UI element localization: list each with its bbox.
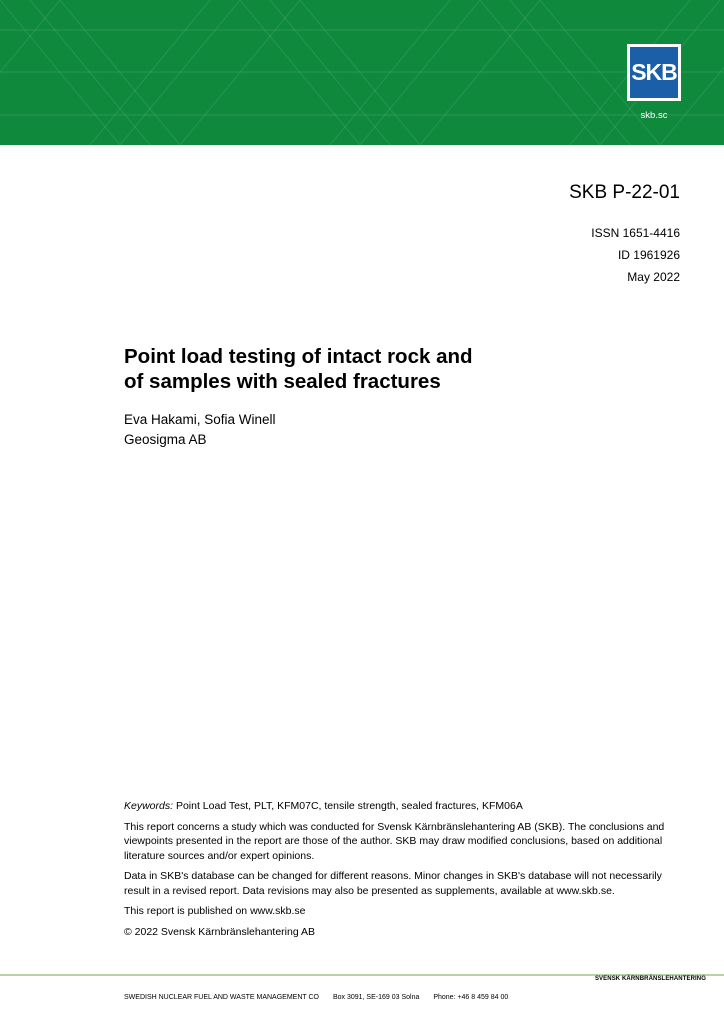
footer-company: SVENSK KÄRNBRÄNSLEHANTERING — [594, 976, 706, 982]
report-notes — [124, 799, 669, 945]
author-names: Eva Hakami, Sofia Winell — [124, 412, 276, 427]
keywords-text: Point Load Test, PLT, KFM07C, tensile strength, sealed fractures, KFM06A — [175, 800, 523, 812]
issn: ISSN 1651-4416 — [591, 226, 680, 240]
title-line-2: of samples with sealed fractures — [124, 370, 441, 393]
database-text: Data in SKB's database can be changed for different reasons. Minor changes in SKB's database will not necessarily result in a revised report. Data revisions may also be presented as supplements, available at www.skb.se. — [124, 870, 662, 897]
authors-block — [124, 410, 276, 450]
document-id: ID 1961926 — [617, 248, 680, 262]
report-title — [124, 344, 584, 394]
banner-pattern — [0, 0, 724, 145]
publication-date: May 2022 — [627, 270, 680, 284]
disclaimer-text: This report concerns a study which was conducted for Svensk Kärnbränslehantering AB (SKB). The conclusions and viewpoints presented in the report are those of the author. SKB may draw modified conclusions, based on additional literature sources and/or expert opinions. — [124, 820, 665, 862]
skb-logo[interactable] — [627, 44, 681, 101]
copyright-text: © 2022 Svensk Kärnbränslehantering AB — [124, 925, 316, 938]
title-line-1: Point load testing of intact rock and — [124, 345, 473, 368]
footer-address — [124, 994, 520, 1001]
published-text: This report is published on www.skb.se — [124, 905, 306, 917]
site-link[interactable]: skb.sc — [640, 110, 668, 121]
author-organization: Geosigma AB — [124, 432, 207, 447]
keywords-label: Keywords: — [124, 800, 174, 812]
keywords-line — [124, 799, 669, 814]
report-meta — [591, 222, 680, 288]
footer-phone: Phone: +46 8 459 84 00 — [433, 994, 509, 1001]
footer-org-en: SWEDISH NUCLEAR FUEL AND WASTE MANAGEMENT CO — [124, 994, 319, 1001]
footer-box: Box 3091, SE-169 03 Solna — [332, 994, 420, 1001]
header-banner — [0, 0, 724, 145]
skb-logo-text: SKB — [630, 47, 678, 98]
footer-rule-left — [0, 974, 112, 976]
report-number: SKB P-22-01 — [569, 182, 680, 203]
